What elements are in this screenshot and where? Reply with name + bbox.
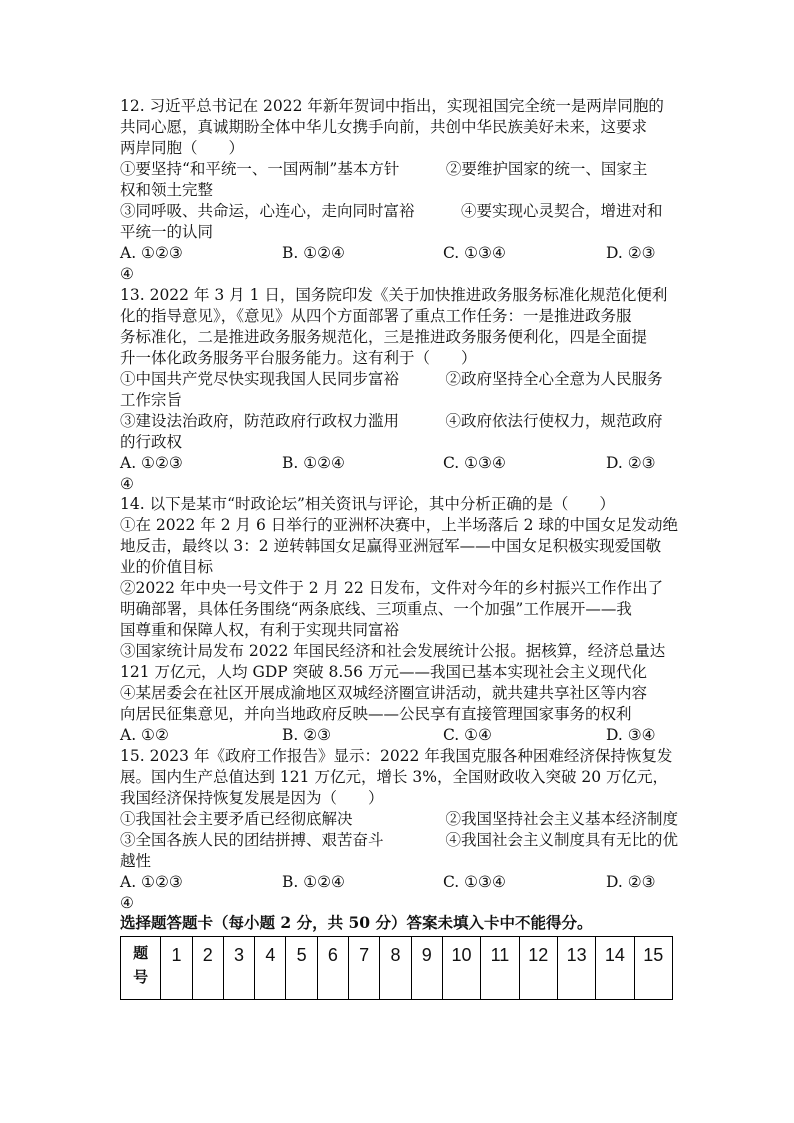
answer-cell-9[interactable]: 9 <box>411 937 442 1000</box>
answer-cell-8[interactable]: 8 <box>380 937 411 1000</box>
q13-stem-line-4: 升一体化政务服务平台服务能力。这有利于（ ） <box>120 349 477 367</box>
q15-option-d: D. ②③ <box>606 873 656 891</box>
answer-cell-10[interactable]: 10 <box>442 937 480 1000</box>
answer-cell-2[interactable]: 2 <box>192 937 223 1000</box>
q15-stem-line-3: 我国经济保持恢复发展是因为（ ） <box>120 789 384 807</box>
q12-item-line-4: 平统一的认同 <box>120 223 214 241</box>
q14-item-line-4: ②2022 年中央一号文件于 2 月 22 日发布，文件对今年的乡村振兴工作作出了 <box>120 579 664 597</box>
q15-option-c: C. ①③④ <box>443 873 506 891</box>
q13-item-line-3: ③建设法治政府，防范政府行政权力滥用 ④政府依法行使权力，规范政府 <box>120 412 663 430</box>
q13-options <box>120 453 680 473</box>
q12-item-line-3: ③同呼吸、共命运，心连心，走向同时富裕 ④要实现心灵契合，增进对和 <box>120 202 663 220</box>
q14-item-line-7: ③国家统计局发布 2022 年国民经济和社会发展统计公报。据核算，经济总量达 <box>120 642 666 660</box>
q12-option-d-wrap: ④ <box>120 265 134 283</box>
q14-option-b: B. ②③ <box>282 726 332 744</box>
answer-cell-5[interactable]: 5 <box>286 937 317 1000</box>
answer-cell-13[interactable]: 13 <box>557 937 595 1000</box>
q13-option-d: D. ②③ <box>606 454 656 472</box>
header-char-bottom: 号 <box>133 968 149 986</box>
q15-options <box>120 872 680 892</box>
q13-stem-line-2: 化的指导意见》，《意见》从四个方面部署了重点工作任务：一是推进政务服 <box>120 307 632 325</box>
answer-card-table <box>120 936 673 1000</box>
q13-item-line-2: 工作宗旨 <box>120 391 183 409</box>
answer-card-title: 选择题答题卡（每小题 2 分，共 50 分）答案未填入卡中不能得分。 <box>120 913 593 932</box>
q12-item-line-2: 权和领土完整 <box>120 181 214 199</box>
q14-option-c: C. ①④ <box>443 726 492 744</box>
q13-item-line-4: 的行政权 <box>120 433 183 451</box>
q14-stem-line-1: 14. 以下是某市“时政论坛”相关资讯与评论，其中分析正确的是（ ） <box>120 495 615 513</box>
q14-item-line-10: 向居民征集意见，并向当地政府反映——公民享有直接管理国家事务的权利 <box>120 705 632 723</box>
answer-cell-15[interactable]: 15 <box>634 937 672 1000</box>
q15-option-b: B. ①②④ <box>282 873 345 891</box>
q12-item-line-1: ①要坚持“和平统一、一国两制”基本方针 ②要维护国家的统一、国家主 <box>120 160 648 178</box>
answer-cell-1[interactable]: 1 <box>161 937 192 1000</box>
q13-option-d-wrap: ④ <box>120 475 134 493</box>
answer-cell-6[interactable]: 6 <box>317 937 348 1000</box>
q14-item-line-2: 地反击，最终以 3：2 逆转韩国女足赢得亚洲冠军——中国女足积极实现爱国敬 <box>120 537 662 555</box>
answer-cell-12[interactable]: 12 <box>519 937 557 1000</box>
answer-cell-7[interactable]: 7 <box>349 937 380 1000</box>
q14-item-line-8: 121 万亿元，人均 GDP 突破 8.56 万元——我国已基本实现社会主义现代化 <box>120 663 647 681</box>
q15-stem-line-1: 15. 2023 年《政府工作报告》显示：2022 年我国克服各种困难经济保持恢复发 <box>120 747 673 765</box>
q13-option-c: C. ①③④ <box>443 454 506 472</box>
q14-item-line-5: 明确部署，具体任务围绕“两条底线、三项重点、一个加强”工作展开——我 <box>120 600 632 618</box>
q14-option-d: D. ③④ <box>606 726 656 744</box>
q15-option-d-wrap: ④ <box>120 894 134 912</box>
q15-item-line-3: 越性 <box>120 852 152 870</box>
q12-option-c: C. ①③④ <box>443 244 506 262</box>
q15-item-line-1: ①我国社会主要矛盾已经彻底解决 ②我国坚持社会主义基本经济制度 <box>120 810 679 828</box>
q12-option-a: A. ①②③ <box>120 244 183 262</box>
q12-option-d: D. ②③ <box>606 244 656 262</box>
answer-cell-11[interactable]: 11 <box>481 937 519 1000</box>
q13-stem-line-3: 务标准化，二是推进政务服务规范化，三是推进政务服务便利化，四是全面提 <box>120 328 648 346</box>
answer-cell-4[interactable]: 4 <box>255 937 286 1000</box>
q13-option-a: A. ①②③ <box>120 454 183 472</box>
q15-item-line-2: ③全国各族人民的团结拼搏、艰苦奋斗 ④我国社会主义制度具有无比的优 <box>120 831 679 849</box>
header-char-top: 题 <box>133 944 149 962</box>
q14-option-a: A. ①② <box>120 726 169 744</box>
q15-option-a: A. ①②③ <box>120 873 183 891</box>
question-number-header <box>121 937 161 1000</box>
q15-stem-line-2: 展。国内生产总值达到 121 万亿元，增长 3%，全国财政收入突破 20 万亿元， <box>120 768 669 786</box>
q12-option-b: B. ①②④ <box>282 244 345 262</box>
q13-stem-line-1: 13. 2022 年 3 月 1 日，国务院印发《关于加快推进政务服务标准化规范化便利 <box>120 286 668 304</box>
q14-item-line-3: 业的价值目标 <box>120 558 214 576</box>
q14-item-line-6: 国尊重和保障人权，有利于实现共同富裕 <box>120 621 400 639</box>
q14-item-line-9: ④某居委会在社区开展成渝地区双城经济圈宣讲活动，就共建共享社区等内容 <box>120 684 648 702</box>
q14-item-line-1: ①在 2022 年 2 月 6 日举行的亚洲杯决赛中，上半场落后 2 球的中国女足发动绝 <box>120 516 678 534</box>
answer-cell-3[interactable]: 3 <box>223 937 254 1000</box>
q13-item-line-1: ①中国共产党尽快实现我国人民同步富裕 ②政府坚持全心全意为人民服务 <box>120 370 663 388</box>
answer-cell-14[interactable]: 14 <box>596 937 634 1000</box>
q13-option-b: B. ①②④ <box>282 454 345 472</box>
q12-stem-line-2: 共同心愿，真诚期盼全体中华儿女携手向前，共创中华民族美好未来，这要求 <box>120 118 648 136</box>
q12-stem-line-3: 两岸同胞（ ） <box>120 139 245 157</box>
q12-options <box>120 243 680 263</box>
q14-options <box>120 725 680 745</box>
q12-stem-line-1: 12. 习近平总书记在 2022 年新年贺词中指出，实现祖国完全统一是两岸同胞的 <box>120 97 664 115</box>
